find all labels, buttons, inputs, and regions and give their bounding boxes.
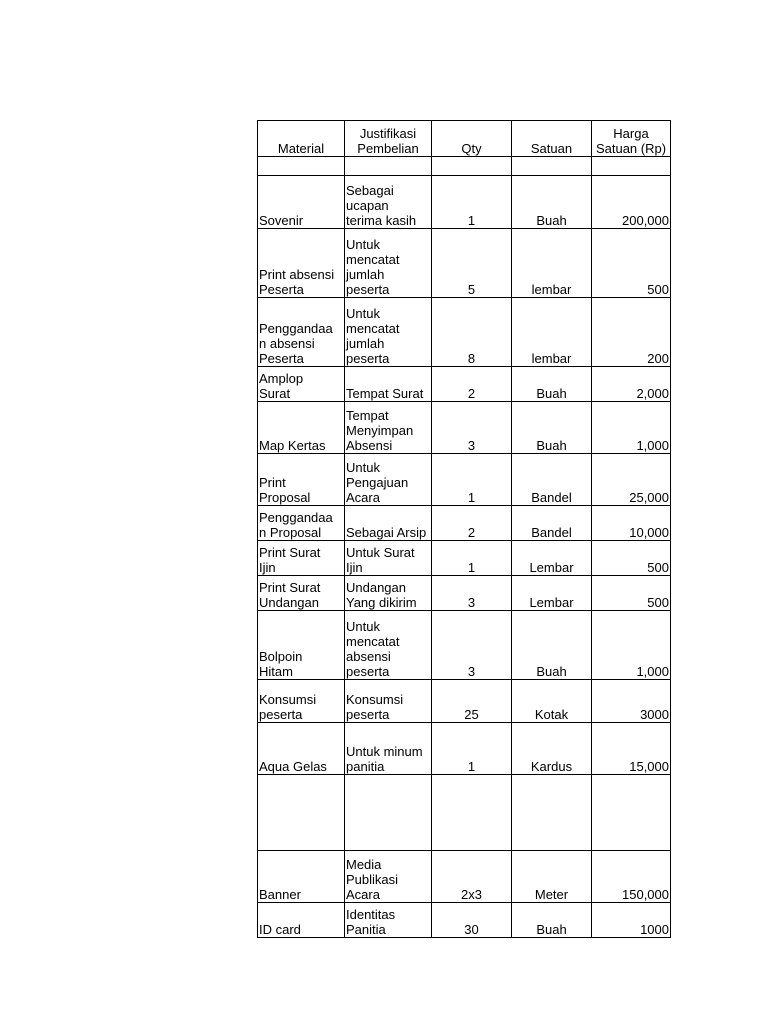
cell-material: Penggandaa n Proposal: [258, 506, 345, 541]
budget-table: [257, 120, 671, 938]
cell-satuan: Meter: [512, 851, 592, 903]
cell-satuan: Kotak: [512, 680, 592, 723]
table-row: [258, 298, 671, 367]
cell-material: Sovenir: [258, 176, 345, 229]
cell-justifikasi: Konsumsi peserta: [345, 680, 432, 723]
cell-satuan: [512, 775, 592, 851]
cell-satuan: Kardus: [512, 723, 592, 775]
cell-qty: 1: [432, 454, 512, 506]
cell-material: Bolpoin Hitam: [258, 611, 345, 680]
cell-harga: 500: [592, 229, 671, 298]
cell-material: Print Surat Undangan: [258, 576, 345, 611]
cell-satuan: Buah: [512, 402, 592, 454]
cell-qty: 30: [432, 903, 512, 938]
table-row: [258, 611, 671, 680]
cell-material: Amplop Surat: [258, 367, 345, 402]
cell-qty: 2x3: [432, 851, 512, 903]
header-satuan: Satuan: [512, 121, 592, 157]
cell-qty: 3: [432, 611, 512, 680]
table-row: [258, 367, 671, 402]
table-row: [258, 851, 671, 903]
table-row: [258, 680, 671, 723]
cell-harga: 1,000: [592, 402, 671, 454]
cell-qty: 1: [432, 541, 512, 576]
cell-qty: 8: [432, 298, 512, 367]
cell-harga: 15,000: [592, 723, 671, 775]
cell-harga: 200: [592, 298, 671, 367]
cell-qty: 3: [432, 576, 512, 611]
cell-material: Print Proposal: [258, 454, 345, 506]
cell-justifikasi: Sebagai ucapan terima kasih: [345, 176, 432, 229]
cell-justifikasi: Tempat Menyimpan Absensi: [345, 402, 432, 454]
cell-qty: 2: [432, 506, 512, 541]
cell-satuan: Lembar: [512, 541, 592, 576]
cell-harga: 200,000: [592, 176, 671, 229]
cell-justifikasi: [345, 775, 432, 851]
cell-qty: 3: [432, 402, 512, 454]
cell-material: Konsumsi peserta: [258, 680, 345, 723]
cell-justifikasi: Untuk mencatat jumlah peserta: [345, 298, 432, 367]
table-row: [258, 176, 671, 229]
cell-justifikasi: Media Publikasi Acara: [345, 851, 432, 903]
cell-justifikasi: Untuk minum panitia: [345, 723, 432, 775]
cell-harga: 3000: [592, 680, 671, 723]
cell-material: [258, 775, 345, 851]
cell-qty: 1: [432, 176, 512, 229]
table-row: [258, 157, 671, 176]
table-row: [258, 229, 671, 298]
cell-harga: 2,000: [592, 367, 671, 402]
cell-justifikasi: Sebagai Arsip: [345, 506, 432, 541]
cell-satuan: Bandel: [512, 454, 592, 506]
cell-qty: 5: [432, 229, 512, 298]
cell-material: Map Kertas: [258, 402, 345, 454]
cell-satuan: Lembar: [512, 576, 592, 611]
cell-material: Print absensi Peserta: [258, 229, 345, 298]
cell-satuan: Buah: [512, 611, 592, 680]
header-harga: Harga Satuan (Rp): [592, 121, 671, 157]
table-row: [258, 775, 671, 851]
cell-material: Aqua Gelas: [258, 723, 345, 775]
table-row: [258, 454, 671, 506]
cell-justifikasi: Untuk mencatat absensi peserta: [345, 611, 432, 680]
cell-qty: [432, 157, 512, 176]
cell-harga: 25,000: [592, 454, 671, 506]
cell-material: [258, 157, 345, 176]
cell-qty: 2: [432, 367, 512, 402]
cell-qty: [432, 775, 512, 851]
table-row: [258, 541, 671, 576]
cell-harga: 150,000: [592, 851, 671, 903]
cell-justifikasi: [345, 157, 432, 176]
cell-justifikasi: Tempat Surat: [345, 367, 432, 402]
cell-harga: 10,000: [592, 506, 671, 541]
cell-material: ID card: [258, 903, 345, 938]
table-row: [258, 506, 671, 541]
cell-justifikasi: Untuk Pengajuan Acara: [345, 454, 432, 506]
cell-satuan: lembar: [512, 298, 592, 367]
table-row: [258, 903, 671, 938]
table-row: [258, 402, 671, 454]
cell-justifikasi: Undangan Yang dikirim: [345, 576, 432, 611]
header-qty: Qty: [432, 121, 512, 157]
table-row: [258, 723, 671, 775]
cell-material: Banner: [258, 851, 345, 903]
cell-harga: 1,000: [592, 611, 671, 680]
cell-material: Print Surat Ijin: [258, 541, 345, 576]
cell-harga: 500: [592, 576, 671, 611]
cell-satuan: lembar: [512, 229, 592, 298]
cell-justifikasi: Untuk mencatat jumlah peserta: [345, 229, 432, 298]
table-row: [258, 576, 671, 611]
cell-satuan: Buah: [512, 367, 592, 402]
cell-satuan: Bandel: [512, 506, 592, 541]
header-row: [258, 121, 671, 157]
cell-justifikasi: Identitas Panitia: [345, 903, 432, 938]
cell-satuan: [512, 157, 592, 176]
header-material: Material: [258, 121, 345, 157]
cell-material: Penggandaa n absensi Peserta: [258, 298, 345, 367]
cell-qty: 1: [432, 723, 512, 775]
cell-satuan: Buah: [512, 903, 592, 938]
cell-harga: [592, 157, 671, 176]
cell-qty: 25: [432, 680, 512, 723]
cell-satuan: Buah: [512, 176, 592, 229]
cell-justifikasi: Untuk Surat Ijin: [345, 541, 432, 576]
header-justifikasi: Justifikasi Pembelian: [345, 121, 432, 157]
cell-harga: 500: [592, 541, 671, 576]
cell-harga: 1000: [592, 903, 671, 938]
cell-harga: [592, 775, 671, 851]
